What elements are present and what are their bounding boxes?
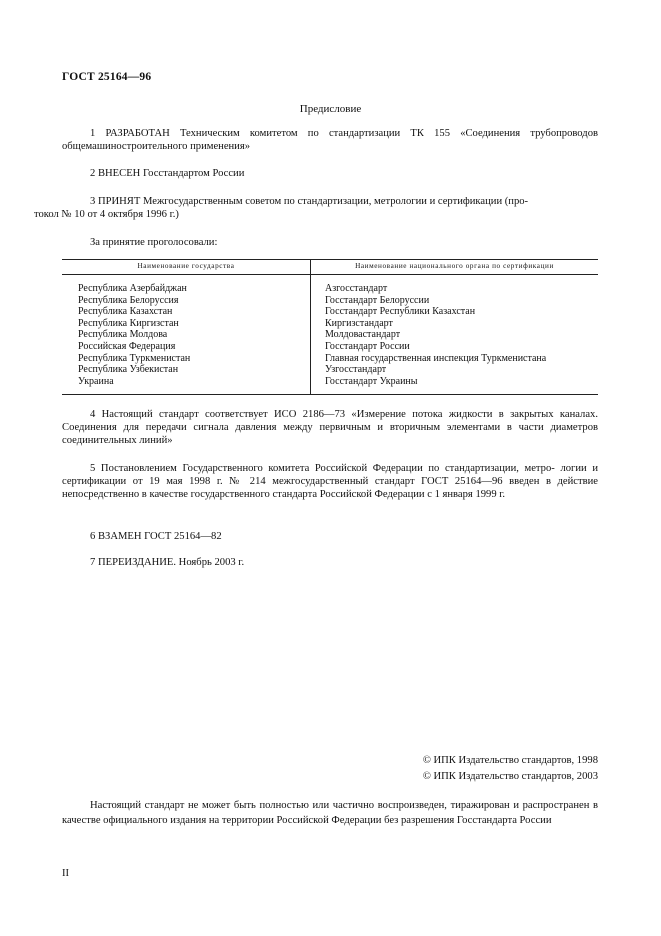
voted-label: За принятие проголосовали: (90, 237, 218, 248)
table-cell-state: Украина (78, 375, 114, 387)
table-cell-body: Узгосстандарт (325, 364, 387, 376)
column-divider (310, 260, 311, 394)
clause-3-line2: токол № 10 от 4 октября 1996 г.) (34, 209, 179, 221)
copyright-line: © ИПК Издательство стандартов, 1998 (422, 755, 598, 766)
header-body: Наименование национального органа по сертификации (355, 262, 554, 270)
clause-4: 4 Настоящий стандарт соответствует ИСО 2186—73 «Измерение потока жидкости в закрытых каналах. Соединения для передачи сигнала давления между первичным и вторичным элементами в части диаметров соединительных линий» (62, 409, 598, 447)
clause-5 (62, 462, 598, 502)
clause-3-line1: 3 ПРИНЯТ Межгосударственным советом по стандартизации, метрологии и сертификации (про- (90, 196, 529, 207)
table-cell-state: Республика Казахстан (78, 306, 173, 318)
page-number: II (62, 868, 70, 879)
clause-2: 2 ВНЕСЕН Госстандартом России (90, 168, 245, 179)
votes-table (62, 259, 598, 395)
clause-6: 6 ВЗАМЕН ГОСТ 25164—82 (90, 531, 222, 542)
table-cell-body: Главная государственная инспекция Туркменистана (325, 352, 547, 364)
table-cell-state: Республика Узбекистан (78, 364, 179, 376)
table-cell-state: Республика Киргизстан (78, 317, 179, 329)
reproduction-notice: Настоящий стандарт не может быть полностью или частично воспроизведен, тиражирован и распространен в качестве официального издания на территории Российской Федерации без разрешения Госстандарта России (62, 800, 598, 827)
body-list (325, 283, 546, 387)
copyright-line: © ИПК Издательство стандартов, 2003 (422, 770, 598, 782)
table-cell-body: Азгосстандарт (325, 283, 388, 294)
table-cell-state: Республика Молдова (78, 329, 168, 341)
table-cell-body: Молдовастандарт (325, 329, 401, 341)
table-cell-state: Российская Федерация (78, 340, 176, 352)
state-list (78, 283, 190, 387)
preface-title: Предисловие (299, 103, 362, 115)
table-cell-state: Республика Азербайджан (78, 283, 187, 294)
table-header-row (62, 260, 598, 275)
table-cell-body: Госстандарт Республики Казахстан (325, 306, 476, 318)
copyright-block (380, 753, 598, 784)
table-cell-body: Киргизстандарт (325, 317, 393, 329)
table-cell-state: Республика Белоруссия (78, 294, 179, 306)
table-cell-body: Госстандарт Белоруссии (325, 294, 430, 306)
table-cell-body: Госстандарт Украины (325, 375, 418, 387)
table-cell-state: Республика Туркменистан (78, 352, 191, 364)
clause-5-line2: логии и сертификации от 19 мая 1998 г. № 214 межгосударственный стандарт ГОСТ 25164—96 введен в действие непосредственно в качестве государственного стандарта Российской Федерации с 1 января 1999 г. (62, 463, 598, 501)
table-cell-body: Госстандарт России (325, 340, 410, 352)
clause-1: 1 РАЗРАБОТАН Техническим комитетом по стандартизации ТК 155 «Соединения трубопроводов общемашиностроительного применения» (62, 128, 598, 153)
clause-5-line1: 5 Постановлением Государственного комитета Российской Федерации по стандартизации, метро- (90, 463, 555, 474)
clause-3 (34, 195, 598, 221)
header-state: Наименование государства (137, 262, 235, 270)
clause-7: 7 ПЕРЕИЗДАНИЕ. Ноябрь 2003 г. (90, 557, 245, 568)
document-code: ГОСТ 25164—96 (62, 71, 152, 83)
